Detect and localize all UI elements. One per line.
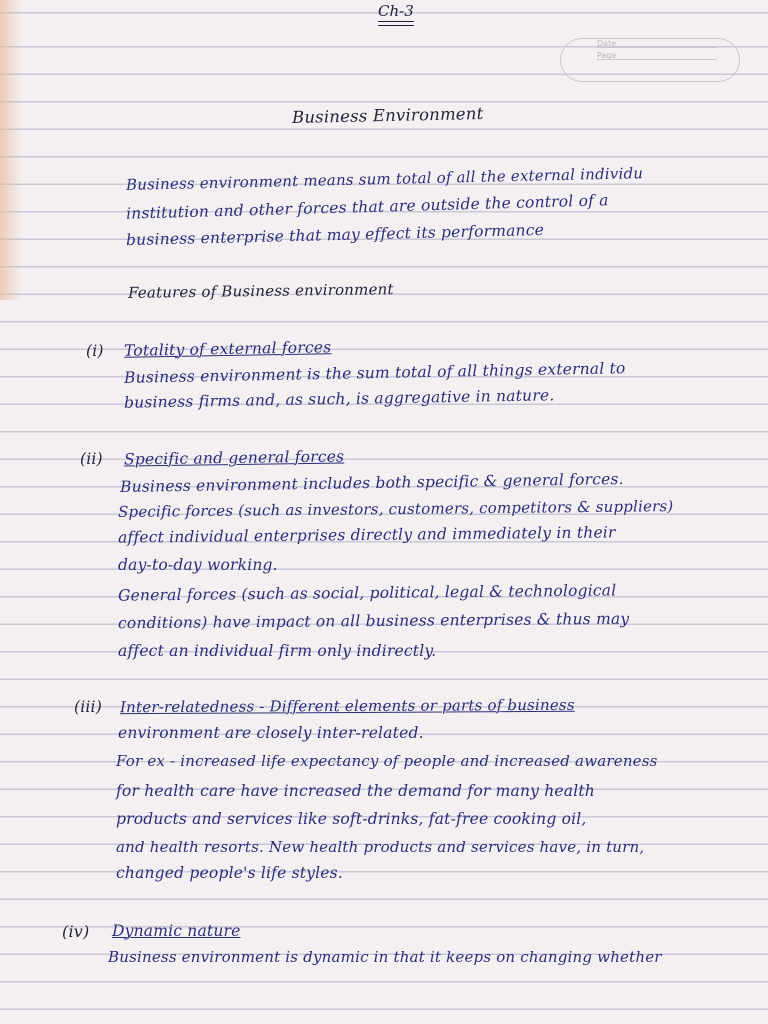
features-heading: Features of Business environment <box>127 280 394 302</box>
section-heading: Specific and general forces <box>123 447 345 469</box>
section-line: changed people's life styles. <box>116 864 343 882</box>
chapter-label: Ch-3 <box>378 2 414 20</box>
section-line: affect individual enterprises directly and immediately in their <box>117 523 616 547</box>
date-page-box <box>560 38 740 82</box>
date-line <box>597 47 717 48</box>
section-line: for health care have increased the demand for many health <box>116 782 595 800</box>
section-line: Business environment is dynamic in that it keeps on changing whether <box>108 948 662 966</box>
definition-line: business enterprise that may effect its performance <box>125 220 545 250</box>
section-line: conditions) have impact on all business enterprises & thus may <box>117 609 630 633</box>
section-numeral: (ii) <box>80 450 103 468</box>
section-line: For ex - increased life expectancy of people and increased awareness <box>116 752 658 770</box>
section-heading: Dynamic nature <box>112 922 241 940</box>
page-title: Business Environment <box>291 103 484 128</box>
section-numeral: (iv) <box>62 922 90 941</box>
section-line: Specific forces (such as investors, customers, competitors & suppliers) <box>117 497 674 521</box>
section-line: business firms and, as such, is aggregative in nature. <box>123 386 555 412</box>
section-heading: Inter-relatedness - Different elements or parts of business <box>119 695 575 717</box>
page-label: Page <box>597 51 617 60</box>
section-line: Business environment is the sum total of all things external to <box>123 359 626 387</box>
section-line: affect an individual firm only indirectly. <box>118 642 437 660</box>
definition-line: Business environment means sum total of all the external individu <box>125 164 644 194</box>
section-line: environment are closely inter-related. <box>118 724 424 742</box>
section-line: Business environment includes both specific & general forces. <box>119 470 624 496</box>
section-line: day-to-day working. <box>118 556 278 574</box>
section-heading: Totality of external forces <box>123 338 332 360</box>
date-label: Date <box>597 39 617 48</box>
section-line: and health resorts. New health products and services have, in turn, <box>116 838 645 856</box>
section-line: products and services like soft-drinks, fat-free cooking oil, <box>116 810 587 828</box>
section-numeral: (i) <box>86 342 104 360</box>
page-line <box>597 59 717 60</box>
section-line: General forces (such as social, political, legal & technological <box>117 581 617 605</box>
definition-line: institution and other forces that are outside the control of a <box>125 191 609 223</box>
section-numeral: (iii) <box>74 698 102 716</box>
